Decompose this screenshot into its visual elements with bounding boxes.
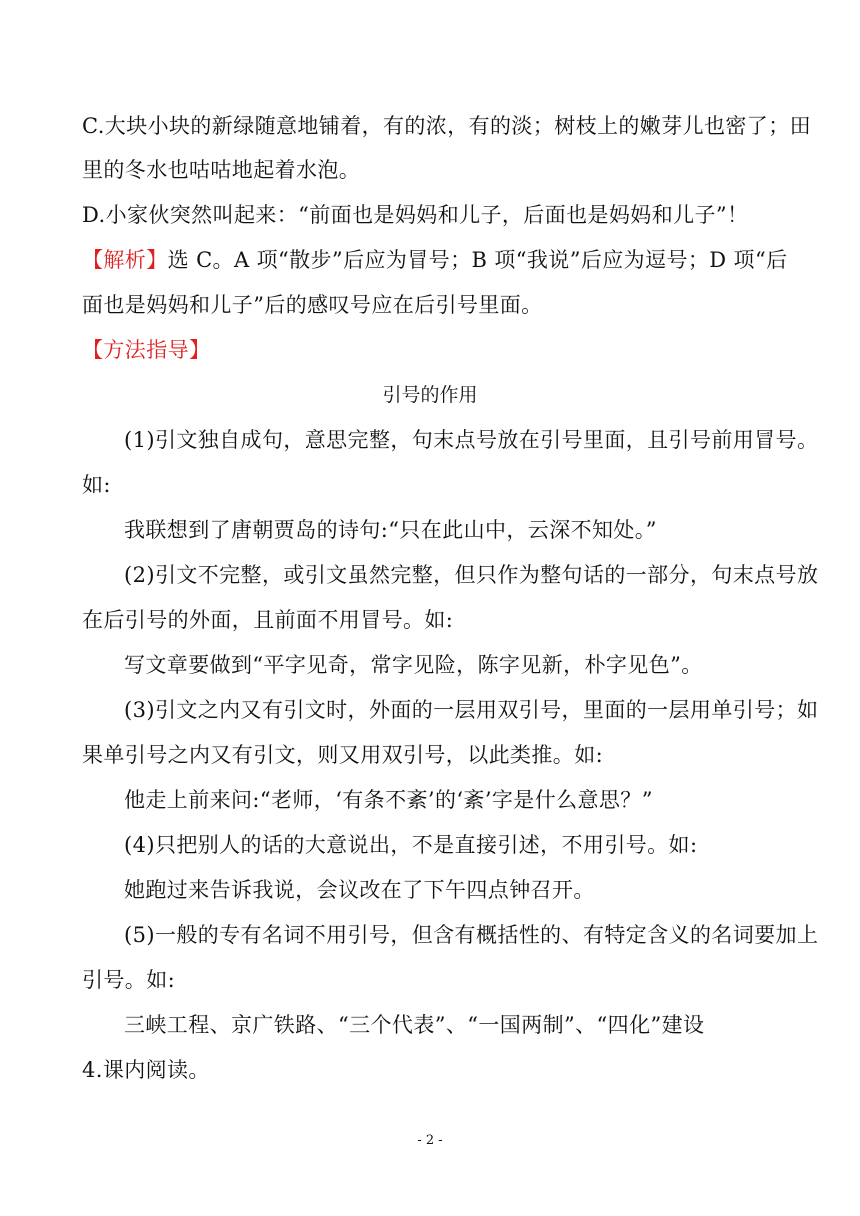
rule-5-example: 三峡工程、京广铁路、“三个代表”、“一国两制”、“四化”建设 [124, 1013, 705, 1037]
page-number: - 2 - [417, 1133, 443, 1148]
analysis-line-2: 面也是妈妈和儿子”后的感叹号应在后引号里面。 [82, 293, 543, 317]
rule-1-example: 我联想到了唐朝贾岛的诗句:“只在此山中，云深不知处。” [124, 518, 657, 542]
option-c-line-1: C.大块小块的新绿随意地铺着，有的浓，有的淡；树枝上的嫩芽儿也密了；田 [82, 114, 811, 138]
analysis-line-1 [82, 245, 788, 275]
rule-2-line-1: (2)引文不完整，或引文虽然完整，但只作为整句话的一部分，句末点号放 [124, 563, 819, 587]
rule-1-line-1: (1)引文独自成句，意思完整，句末点号放在引号里面，且引号前用冒号。 [124, 428, 819, 452]
next-item: 4.课内阅读。 [82, 1058, 210, 1082]
option-d: D.小家伙突然叫起来：“前面也是妈妈和儿子，后面也是妈妈和儿子”！ [82, 203, 749, 227]
rule-3-line-1: (3)引文之内又有引文时，外面的一层用双引号，里面的一层用单引号；如 [124, 698, 819, 722]
analysis-text-1: 选 C。A 项“散步”后应为冒号；B 项“我说”后应为逗号；D 项“后 [167, 248, 788, 272]
rule-3-example: 他走上前来问:“老师，‘有条不紊’的‘紊’字是什么意思？” [124, 788, 653, 812]
rule-1-line-2: 如: [82, 473, 111, 497]
rule-2-line-2: 在后引号的外面，且前面不用冒号。如: [82, 608, 454, 632]
rule-4-line-1: (4)只把别人的话的大意说出，不是直接引述，不用引号。如: [124, 833, 698, 857]
rule-4-example: 她跑过来告诉我说，会议改在了下午四点钟召开。 [124, 878, 595, 902]
rule-5-line-1: (5)一般的专有名词不用引号，但含有概括性的、有特定含义的名词要加上 [124, 923, 819, 947]
section-title: 引号的作用 [382, 384, 478, 406]
rule-2-example: 写文章要做到“平字见奇，常字见险，陈字见新，朴字见色”。 [124, 653, 703, 677]
option-c-line-2: 里的冬水也咕咕地起着水泡。 [82, 158, 361, 182]
rule-5-line-2: 引号。如: [82, 968, 176, 992]
method-label: 【方法指导】 [82, 338, 211, 362]
rule-3-line-2: 果单引号之内又有引文，则又用双引号，以此类推。如: [82, 743, 604, 767]
analysis-label: 【解析】 [82, 248, 168, 272]
